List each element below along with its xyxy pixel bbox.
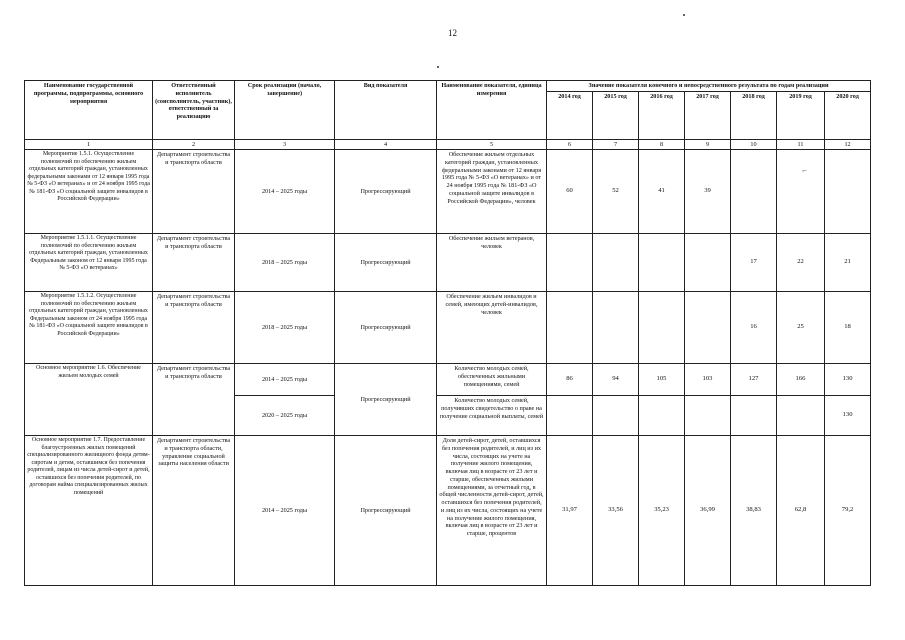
indicator-name-cell: Доля детей-сирот, детей, оставшихся без попечения родителей, и лиц из их числа, состоящих на учете на получение жилого помещения, включая лиц в возрасте от 23 лет и старше, обеспеченных жилыми помещениями, за отчетный год, в общей численности детей-сирот, детей, оставшихся без попечения родителей, и лиц из их числа, состоящих на учете на получение жилого помещения, включая лиц в возрасте от 23 лет и старше, процентов [437,436,547,586]
column-number: 1 [25,140,153,150]
value-cell: 86 [547,364,593,396]
value-cell: 17 [731,234,777,292]
column-numbers-row [25,140,871,150]
value-cell [593,292,639,364]
value-cell [825,150,871,234]
value-cell [547,396,593,436]
value-cell: 33,56 [593,436,639,586]
scan-speck [437,66,439,68]
period-cell: 2014 – 2025 годы [235,364,335,396]
indicator-type-cell: Прогрессирующий [335,292,437,364]
header-year: 2017 год [685,91,731,139]
responsible-cell: Департамент строительства и транспорта области [153,364,235,436]
table-row [25,292,871,364]
value-cell [685,234,731,292]
value-cell [639,292,685,364]
value-cell [639,396,685,436]
header-row [25,81,871,92]
column-number: 5 [437,140,547,150]
header-year: 2020 год [825,91,871,139]
value-cell: 103 [685,364,731,396]
column-number: 12 [825,140,871,150]
value-cell [547,234,593,292]
value-cell: 16 [731,292,777,364]
indicator-name-cell: Обеспечение жильем ветеранов, человек [437,234,547,292]
period-cell: 2014 – 2025 годы [235,150,335,234]
value-cell: 60 [547,150,593,234]
table-row [25,436,871,586]
value-cell [547,292,593,364]
program-cell: Мероприятие 1.5.1.2. Осуществление полномочий по обеспечению жильем отдельных категорий граждан, установленных Федеральным законом от 24 ноября 1995 года № 181-ФЗ «О социальной защите инвалидов в Российской Федерации» [25,292,153,364]
header-period: Срок реализации (начало, завершение) [235,81,335,140]
value-cell: 105 [639,364,685,396]
value-cell [593,234,639,292]
value-cell: 130 [825,364,871,396]
indicators-table [24,80,871,586]
indicator-name-cell: Обеспечение жильем отдельных категорий граждан, установленных федеральными законами от 12 января 1995 года № 5-ФЗ «О ветеранах» и от 24 ноября 1995 года № 181-ФЗ «О социальной защите инвалидов в Российской Федерации», человек [437,150,547,234]
period-cell: 2018 – 2025 годы [235,234,335,292]
header-year: 2014 год [547,91,593,139]
indicator-type-cell: Прогрессирующий [335,364,437,436]
indicator-type-cell: Прогрессирующий [335,150,437,234]
period-cell: 2014 – 2025 годы [235,436,335,586]
value-cell [731,150,777,234]
column-number: 9 [685,140,731,150]
program-cell: Мероприятие 1.5.1. Осуществление полномочий по обеспечению жильем отдельных категорий граждан, установленных федеральными законами от 12 января 1995 года № 5-ФЗ «О ветеранах» и от 24 ноября 1995 года № 181-ФЗ «О социальной защите инвалидов в Российской Федерации» [25,150,153,234]
header-indicator-name: Наименование показателя, единица измерения [437,81,547,140]
indicator-name-cell: Количество молодых семей, обеспеченных жильными помещениями, семей [437,364,547,396]
value-cell: 21 [825,234,871,292]
value-cell [777,396,825,436]
value-cell: 79,2 [825,436,871,586]
program-cell: Основное мероприятие 1.7. Предоставление благоустроенных жилых помещений специализированного жилищного фонда детям-сиротам и детям, оставшимся без попечения родителей, лицам из числа детей-сирот и детей, оставшихся без попечения родителей, по договорам найма специализированных жилых помещений [25,436,153,586]
header-year: 2018 год [731,91,777,139]
value-cell [777,150,825,234]
indicator-type-cell: Прогрессирующий [335,234,437,292]
table-row [25,234,871,292]
column-number: 11 [777,140,825,150]
value-cell: 41 [639,150,685,234]
period-cell: 2020 – 2025 годы [235,396,335,436]
period-cell: 2018 – 2025 годы [235,292,335,364]
value-cell [685,396,731,436]
page-number: 12 [448,28,457,38]
table-row [25,150,871,234]
responsible-cell: Департамент строительства и транспорта области [153,292,235,364]
column-number: 10 [731,140,777,150]
header-program: Наименование государственной программы, подпрограммы, основного мероприятия [25,81,153,140]
responsible-cell: Департамент строительства и транспорта области [153,234,235,292]
value-cell [593,396,639,436]
indicator-name-cell: Обеспечение жильем инвалидов и семей, имеющих детей-инвалидов, человек [437,292,547,364]
scan-speck [683,14,685,16]
table-row [25,364,871,396]
program-cell: Мероприятие 1.5.1.1. Осуществление полномочий по обеспечению жильем отдельных категорий граждан, установленных Федеральным законом от 12 января 1995 года № 5-ФЗ «О ветеранах» [25,234,153,292]
value-cell: 18 [825,292,871,364]
column-number: 2 [153,140,235,150]
column-number: 6 [547,140,593,150]
value-cell: 31,97 [547,436,593,586]
value-cell [685,292,731,364]
header-year: 2019 год [777,91,825,139]
value-cell: 166 [777,364,825,396]
scan-mark: ⌐ [802,166,807,176]
value-cell: 39 [685,150,731,234]
value-cell: 36,99 [685,436,731,586]
value-cell: 35,23 [639,436,685,586]
column-number: 7 [593,140,639,150]
column-number: 4 [335,140,437,150]
indicator-name-cell: Количество молодых семей, получивших свидетельство о праве на получение социальной выплаты, семей [437,396,547,436]
value-cell: 127 [731,364,777,396]
column-number: 3 [235,140,335,150]
header-year: 2015 год [593,91,639,139]
value-cell [639,234,685,292]
responsible-cell: Департамент строительства и транспорта области [153,150,235,234]
value-cell [731,396,777,436]
responsible-cell: Департамент строительства и транспорта области, управление социальной защиты населения области [153,436,235,586]
value-cell: 25 [777,292,825,364]
header-values-group: Значение показателя конечного и непосредственного результата по годам реализации [547,81,871,92]
column-number: 8 [639,140,685,150]
value-cell: 22 [777,234,825,292]
program-cell: Основное мероприятие 1.6. Обеспечение жильем молодых семей [25,364,153,436]
value-cell: 94 [593,364,639,396]
value-cell: 62,8 [777,436,825,586]
header-indicator-type: Вид показателя [335,81,437,140]
indicator-type-cell: Прогрессирующий [335,436,437,586]
value-cell: 38,83 [731,436,777,586]
header-year: 2016 год [639,91,685,139]
value-cell: 130 [825,396,871,436]
header-responsible: Ответственный исполнитель (соисполнитель, участник), ответственный за реализацию [153,81,235,140]
value-cell: 52 [593,150,639,234]
